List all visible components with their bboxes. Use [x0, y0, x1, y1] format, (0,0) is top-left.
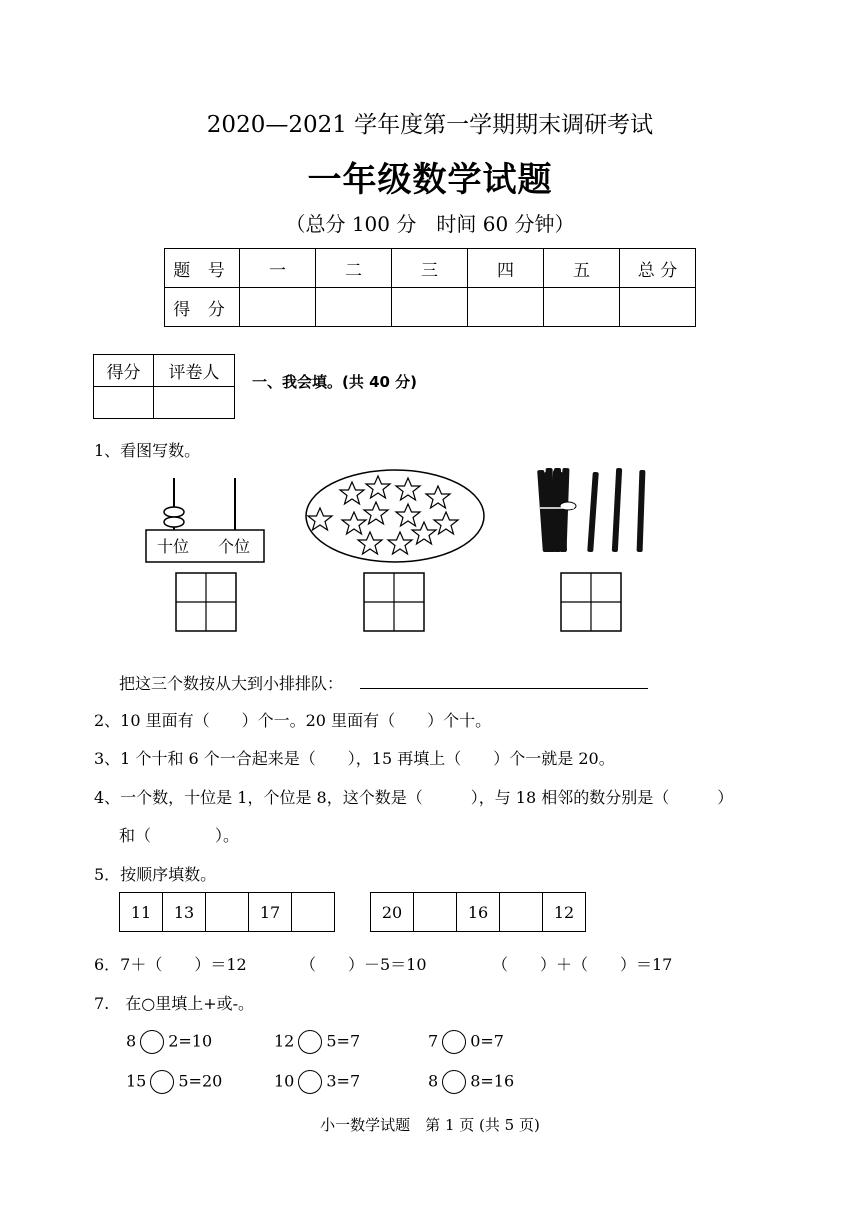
sequence-blank[interactable]	[292, 893, 335, 932]
sticks-figure	[530, 462, 660, 562]
q7-right: 2=10	[168, 1031, 213, 1051]
score-header-cell: 题 号	[165, 249, 240, 288]
q7-item	[428, 1070, 514, 1094]
score-header-cell: 三	[392, 249, 468, 288]
score-header-cell: 一	[240, 249, 316, 288]
operator-circle[interactable]	[150, 1070, 174, 1094]
score-cell[interactable]	[544, 288, 620, 327]
exam-title: 2020—2021 学年度第一学期期末调研考试	[206, 112, 654, 138]
single-stick	[587, 472, 599, 552]
grader-name-label: 评卷人	[154, 355, 235, 387]
grader-box	[93, 354, 235, 419]
score-cell[interactable]	[468, 288, 544, 327]
abacus-bead	[164, 507, 184, 517]
score-row-label: 得 分	[165, 288, 240, 327]
q7-right: 5=7	[326, 1031, 361, 1051]
answer-grid-2[interactable]	[363, 572, 425, 632]
operator-circle[interactable]	[298, 1030, 322, 1054]
page-footer: 小一数学试题 第 1 页 (共 5 页)	[320, 1116, 540, 1134]
score-cell[interactable]	[316, 288, 392, 327]
sequence-table-2	[370, 892, 586, 932]
q5-text: 5．按顺序填数。	[94, 865, 217, 884]
sequence-cell: 16	[457, 893, 500, 932]
order-prompt: 把这三个数按从大到小排排队：	[119, 674, 344, 693]
score-cell[interactable]	[240, 288, 316, 327]
single-stick	[612, 468, 622, 552]
abacus-bead	[164, 517, 184, 527]
score-cell[interactable]	[620, 288, 696, 327]
q6-part-c: （ ）＋（ ）＝17	[492, 955, 673, 974]
operator-circle[interactable]	[298, 1070, 322, 1094]
q7-left: 8	[428, 1071, 439, 1091]
q7-right: 5=20	[178, 1071, 223, 1091]
sequence-table-1	[119, 892, 335, 932]
q7-right: 0=7	[470, 1031, 504, 1051]
order-answer-line[interactable]	[360, 688, 648, 689]
stars-figure	[300, 466, 490, 566]
grader-score-label: 得分	[94, 355, 154, 387]
q1-text: 1、看图写数。	[94, 441, 201, 460]
sequence-cell: 13	[163, 893, 206, 932]
score-cell[interactable]	[392, 288, 468, 327]
sequence-cell: 11	[120, 893, 163, 932]
q7-left: 10	[274, 1071, 295, 1091]
subject-title: 一年级数学试题	[307, 160, 553, 200]
sequence-blank[interactable]	[414, 893, 457, 932]
sequence-cell: 20	[371, 893, 414, 932]
sequence-blank[interactable]	[206, 893, 249, 932]
q7-right: 3=7	[326, 1071, 361, 1091]
q7-left: 7	[428, 1031, 439, 1051]
q7-item	[428, 1030, 504, 1054]
grader-score-cell[interactable]	[94, 387, 154, 419]
q7-left: 8	[126, 1031, 137, 1051]
q4-text-line1: 4、一个数，十位是 1，个位是 8，这个数是（ ），与 18 相邻的数分别是（ ）	[94, 788, 734, 807]
score-header-cell: 四	[468, 249, 544, 288]
abacus-label-tens: 十位	[157, 537, 190, 556]
answer-grid-1[interactable]	[175, 572, 237, 632]
sequence-blank[interactable]	[500, 893, 543, 932]
sequence-cell: 17	[249, 893, 292, 932]
q7-item	[274, 1070, 360, 1094]
q4-text-line2: 和（ ）。	[119, 826, 240, 845]
sequence-cell: 12	[543, 893, 586, 932]
q6-part-b: （ ）－5＝10	[300, 955, 427, 974]
exam-info: （总分 100 分 时间 60 分钟）	[285, 212, 575, 236]
q6-part-a: 6．7＋（ ）＝12	[94, 955, 247, 974]
score-table	[164, 248, 696, 327]
q2-text: 2、10 里面有（ ）个一。20 里面有（ ）个十。	[94, 711, 492, 730]
operator-circle[interactable]	[442, 1070, 466, 1094]
grader-name-cell[interactable]	[154, 387, 235, 419]
single-stick	[637, 470, 646, 552]
q7-left: 12	[274, 1031, 295, 1051]
q7-item	[126, 1070, 222, 1094]
operator-circle[interactable]	[140, 1030, 164, 1054]
q7-item	[274, 1030, 360, 1054]
operator-circle[interactable]	[442, 1030, 466, 1054]
score-header-cell: 总 分	[620, 249, 696, 288]
bundle-tie	[560, 502, 576, 510]
q7-text: 7. 在○里填上+或-。	[94, 994, 255, 1013]
q7-left: 15	[126, 1071, 147, 1091]
q3-text: 3、1 个十和 6 个一合起来是（ ），15 再填上（ ）个一就是 20。	[94, 749, 615, 768]
q7-item	[126, 1030, 212, 1054]
q7-right: 8=16	[470, 1071, 515, 1091]
section1-title: 一、我会填。(共 40 分)	[252, 373, 418, 391]
answer-grid-3[interactable]	[560, 572, 622, 632]
score-header-cell: 五	[544, 249, 620, 288]
score-header-cell: 二	[316, 249, 392, 288]
abacus-label-ones: 个位	[218, 537, 251, 556]
